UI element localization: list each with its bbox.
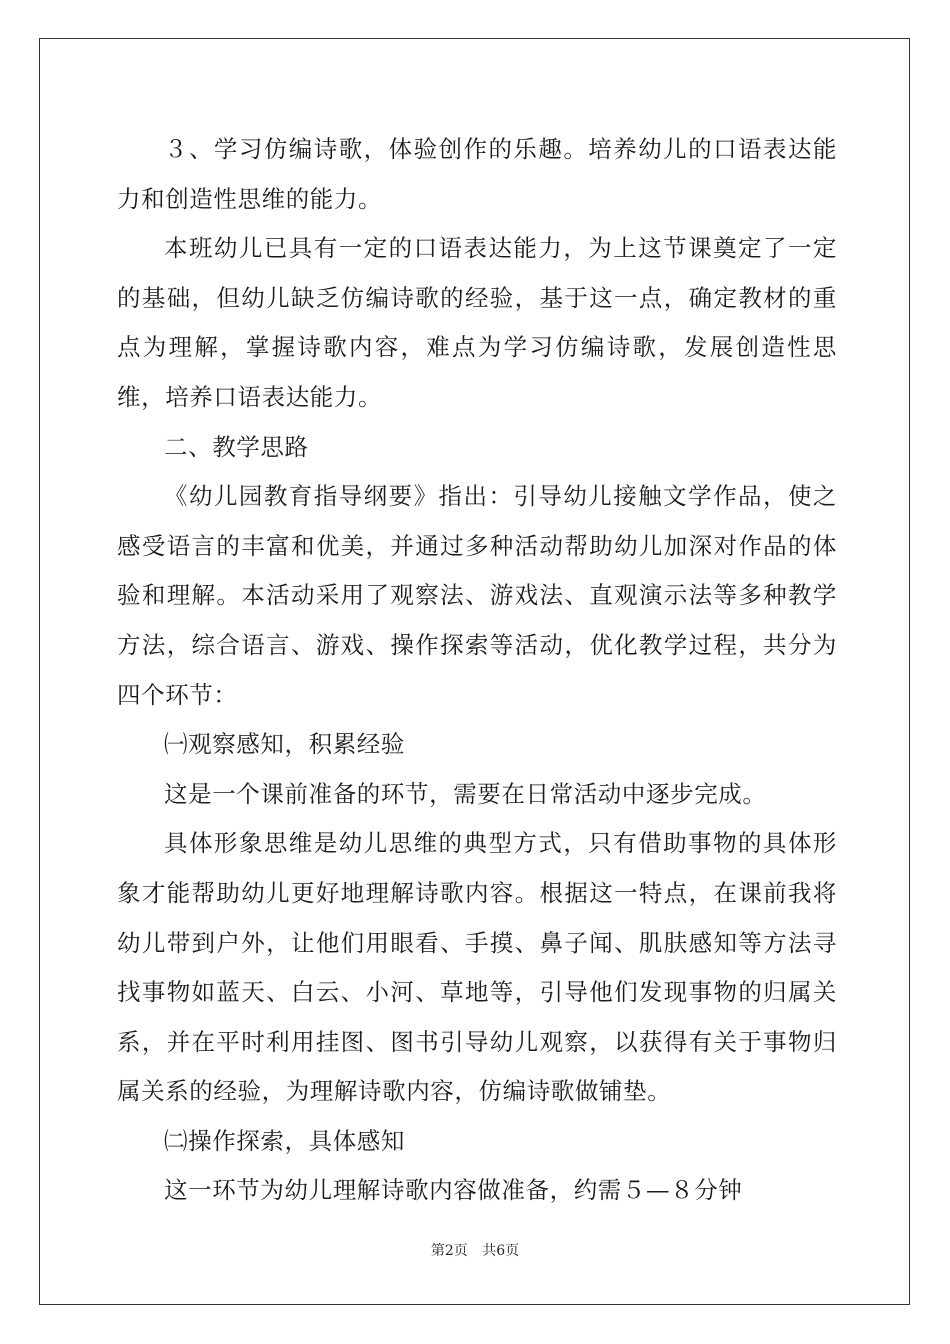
step-1-heading: ㈠观察感知，积累经验	[164, 730, 405, 759]
current-page-number: 第2页	[430, 1243, 468, 1259]
section-heading-teaching-approach: 二、教学思路	[164, 432, 309, 461]
paragraph-guideline: 《幼儿园教育指导纲要》指出：引导幼儿接触文学作品，使之感受语言的丰富和优美，并通过多种活动帮助幼儿加深对作品的体验和理解。本活动采用了观察法、游戏法、直观演示法等多种教学方法，综合语言、游戏、操作探索等活动，优化教学过程，共分为四个环节：	[117, 482, 837, 709]
paragraph-step-1-detail: 具体形象思维是幼儿思维的典型方式，只有借助事物的具体形象才能帮助幼儿更好地理解诗歌内容。根据这一特点，在课前我将幼儿带到户外，让他们用眼看、手摸、鼻子闻、肌肤感知等方法寻找事物如蓝天、白云、小河、草地等，引导他们发现事物的归属关系，并在平时利用挂图、图书引导幼儿观察，以获得有关于事物归属关系的经验，为理解诗歌内容，仿编诗歌做铺垫。	[117, 829, 837, 1106]
page-footer	[0, 1240, 950, 1260]
paragraph-class-analysis: 本班幼儿已具有一定的口语表达能力，为上这节课奠定了一定的基础，但幼儿缺乏仿编诗歌的经验，基于这一点，确定教材的重点为理解，掌握诗歌内容，难点为学习仿编诗歌，发展创造性思维，培养口语表达能力。	[117, 234, 837, 411]
paragraph-step-1-intro: 这是一个课前准备的环节，需要在日常活动中逐步完成。	[164, 779, 767, 808]
paragraph-goal-3: ３、学习仿编诗歌，体验创作的乐趣。培养幼儿的口语表达能力和创造性思维的能力。	[117, 135, 837, 213]
total-pages: 共6页	[482, 1243, 520, 1259]
paragraph-step-2-intro: 这一环节为幼儿理解诗歌内容做准备，约需５—８分钟	[164, 1176, 743, 1205]
document-body	[117, 125, 837, 1216]
step-2-heading: ㈡操作探索，具体感知	[164, 1126, 405, 1155]
